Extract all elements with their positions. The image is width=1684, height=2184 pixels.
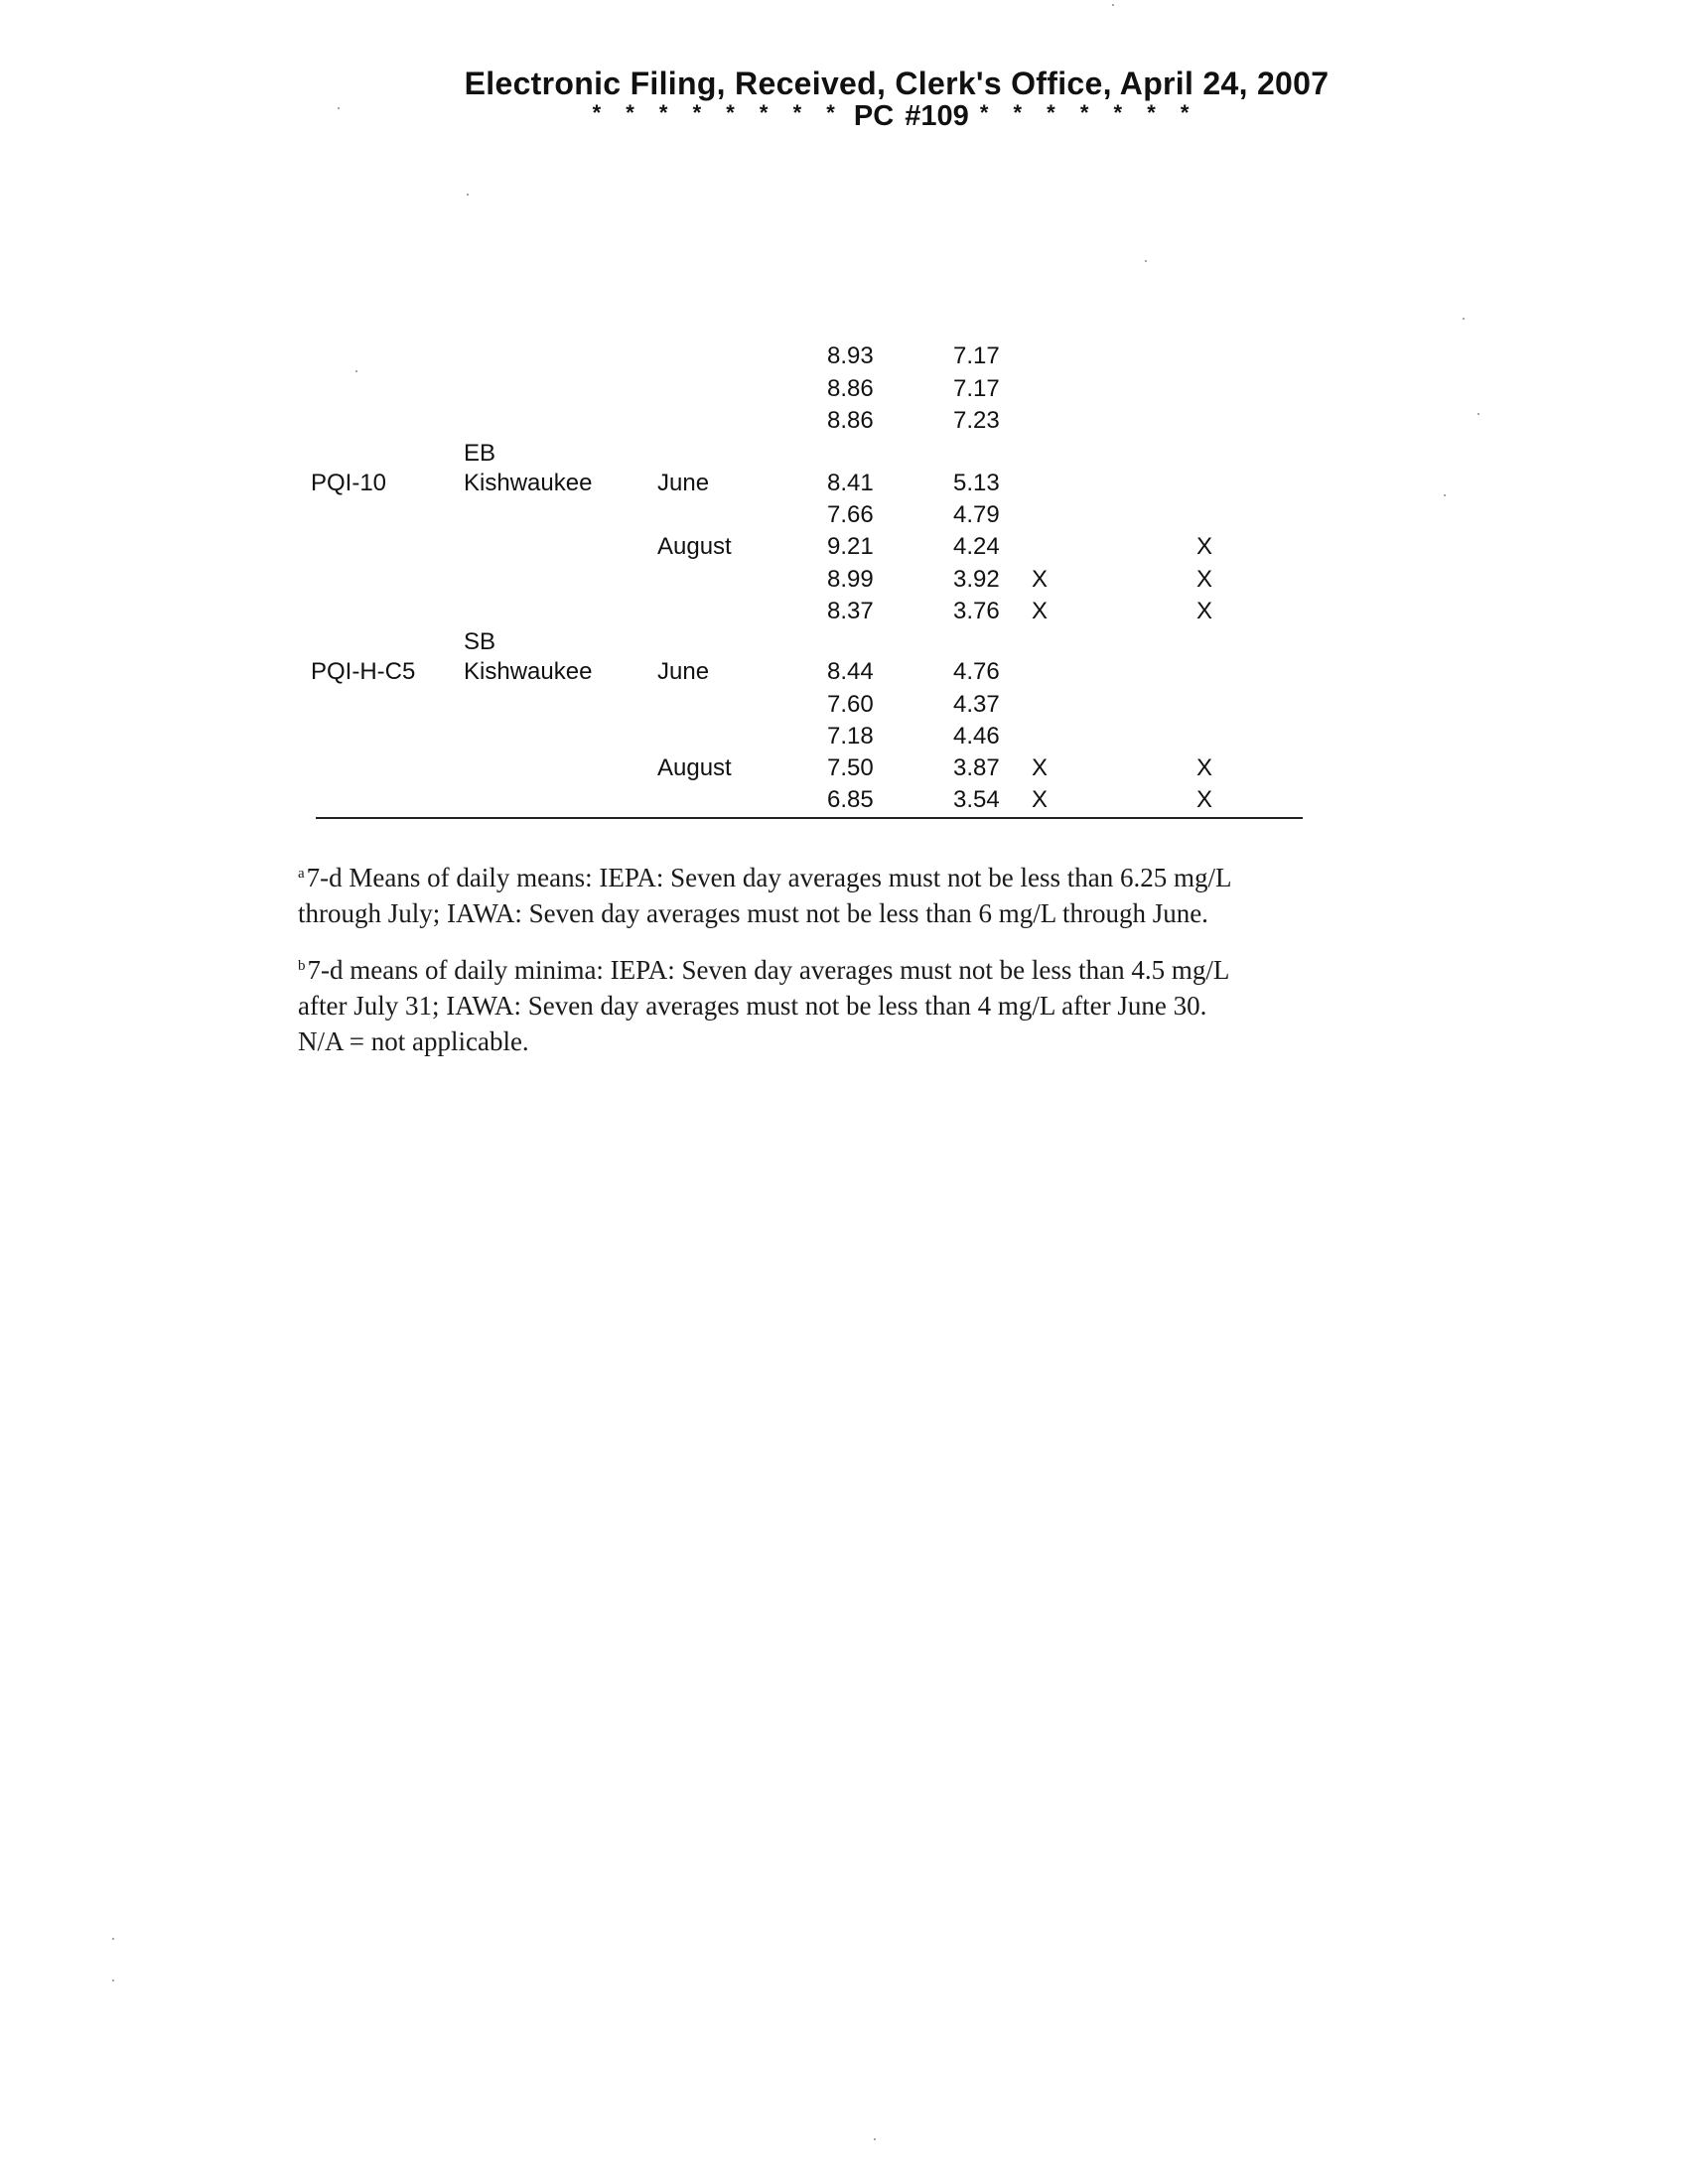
pc-stars-right: * * * * * * * <box>979 100 1197 125</box>
footnote-a-text-1: 7-d Means of daily means: IEPA: Seven day averages must not be less than 6.25 mg/L <box>306 863 1232 892</box>
scan-speck <box>874 2138 876 2140</box>
table-cell-stream-prefix: EB <box>464 440 496 467</box>
table-cell-month: June <box>657 658 710 685</box>
footnote-a-marker: a <box>298 866 305 882</box>
scan-speck <box>112 1938 114 1940</box>
table-cell-min: 3.92 <box>953 566 1000 593</box>
table-cell-flag-means: X <box>1032 754 1049 781</box>
table-cell-mean: 7.50 <box>827 754 874 781</box>
table-cell-flag-minima: X <box>1196 754 1213 781</box>
table-footnotes <box>298 860 1440 1080</box>
scan-speck <box>112 1979 114 1981</box>
pc-stars-left: * * * * * * * * <box>592 100 843 125</box>
table-cell-min: 4.24 <box>953 533 1000 560</box>
table-cell-mean: 9.21 <box>827 533 874 560</box>
footnote-a-line-1 <box>298 860 1440 895</box>
table-cell-mean: 8.99 <box>827 566 874 593</box>
footnote-a-line-2: through July; IAWA: Seven day averages must not be less than 6 mg/L through June. <box>298 898 1208 928</box>
table-cell-station: PQI-H-C5 <box>311 658 416 685</box>
table-cell-min: 7.23 <box>953 407 1000 434</box>
footnote-b-marker: b <box>298 958 306 974</box>
footnote-b-line-1 <box>298 952 1440 988</box>
pc-number: PC #109 <box>853 100 969 132</box>
table-cell-min: 3.54 <box>953 786 1000 813</box>
table-cell-stream-prefix: SB <box>464 628 496 655</box>
table-cell-flag-minima: X <box>1196 598 1213 624</box>
scan-speck <box>1444 494 1446 496</box>
table-cell-min: 4.79 <box>953 501 1000 528</box>
footnote-a <box>298 860 1440 931</box>
table-cell-min: 4.76 <box>953 658 1000 685</box>
scan-speck <box>355 370 357 372</box>
table-cell-flag-means: X <box>1032 566 1049 593</box>
table-cell-mean: 7.18 <box>827 723 874 750</box>
table-cell-month: June <box>657 470 710 496</box>
footnote-b-text-1: 7-d means of daily minima: IEPA: Seven day averages must not be less than 4.5 mg/L <box>307 955 1230 985</box>
table-cell-station: PQI-10 <box>311 470 387 496</box>
scan-speck <box>1477 413 1479 415</box>
table-cell-flag-means: X <box>1032 598 1049 624</box>
table-cell-min: 7.17 <box>953 375 1000 402</box>
table-cell-stream: Kishwaukee <box>464 470 593 496</box>
table-cell-min: 4.37 <box>953 691 1000 718</box>
footnote-b-line-2: after July 31; IAWA: Seven day averages must not be less than 4 mg/L after June 30. <box>298 991 1207 1021</box>
table-cell-min: 3.76 <box>953 598 1000 624</box>
table-cell-flag-minima: X <box>1196 566 1213 593</box>
table-cell-mean: 8.93 <box>827 342 874 369</box>
table-cell-month: August <box>657 533 732 560</box>
table-cell-min: 5.13 <box>953 470 1000 496</box>
table-cell-min: 4.46 <box>953 723 1000 750</box>
table-cell-mean: 8.41 <box>827 470 874 496</box>
table-cell-flag-minima: X <box>1196 533 1213 560</box>
table-cell-mean: 7.66 <box>827 501 874 528</box>
dissolved-oxygen-table <box>0 0 1684 893</box>
scan-speck <box>467 194 469 196</box>
table-cell-min: 7.17 <box>953 342 1000 369</box>
table-bottom-rule <box>316 817 1303 819</box>
table-cell-mean: 7.60 <box>827 691 874 718</box>
filing-stamp-title: Electronic Filing, Received, Clerk's Office, April 24, 2007 <box>464 66 1330 101</box>
table-cell-min: 3.87 <box>953 754 1000 781</box>
table-cell-stream: Kishwaukee <box>464 658 593 685</box>
table-cell-flag-means: X <box>1032 786 1049 813</box>
table-cell-mean: 8.44 <box>827 658 874 685</box>
table-cell-flag-minima: X <box>1196 786 1213 813</box>
footnote-b-line-3: N/A = not applicable. <box>298 1026 529 1056</box>
scan-speck <box>338 107 340 109</box>
scan-speck <box>1112 4 1114 6</box>
table-cell-mean: 6.85 <box>827 786 874 813</box>
footnote-b <box>298 952 1440 1059</box>
table-cell-mean: 8.86 <box>827 375 874 402</box>
table-cell-mean: 8.37 <box>827 598 874 624</box>
scan-speck <box>1145 260 1147 262</box>
table-cell-month: August <box>657 754 732 781</box>
scan-speck <box>1463 318 1465 320</box>
table-cell-mean: 8.86 <box>827 407 874 434</box>
